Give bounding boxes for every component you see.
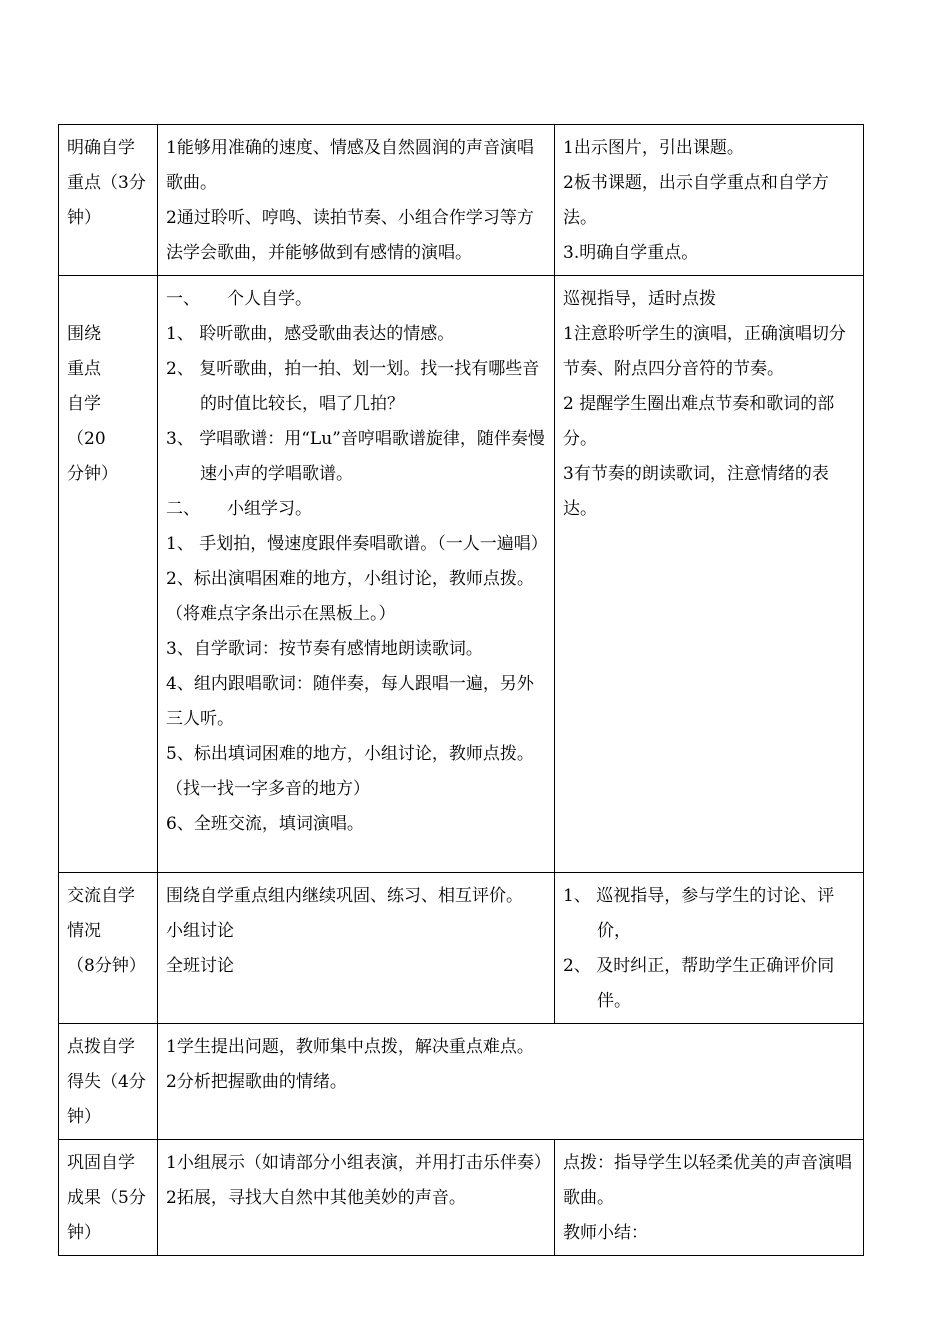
teacher-line: 2 提醒学生圈出难点节奏和歌词的部分。 (563, 394, 835, 449)
content-line: 全班讨论 (166, 956, 234, 976)
teacher-line: 2、 及时纠正，帮助学生正确评价同伴。 (563, 956, 835, 1011)
table-row (59, 1024, 864, 1140)
row-label-line: （8分钟） (67, 956, 146, 976)
teacher-cell (555, 276, 864, 873)
content-line: 1学生提出问题，教师集中点拨，解决重点难点。 (166, 1037, 534, 1057)
row-label-line: 重点（3分 (67, 173, 146, 193)
content-line: 2、标出演唱困难的地方，小组讨论，教师点拨。（将难点字条出示在黑板上。） (166, 569, 534, 624)
content-cell (158, 125, 555, 276)
content-line: 6、全班交流，填词演唱。 (166, 814, 364, 834)
teacher-line: 1注意聆听学生的演唱，正确演唱切分节奏、附点四分音符的节奏。 (563, 324, 846, 379)
content-line: 2拓展，寻找大自然中其他美妙的声音。 (166, 1188, 466, 1208)
table-row (59, 1140, 864, 1256)
content-cell (158, 276, 555, 873)
row-label-line: 围绕 (67, 324, 101, 344)
content-line: 3、自学歌词：按节奏有感情地朗读歌词。 (166, 639, 483, 659)
row-label-line: 明确自学 (67, 138, 135, 158)
row-label-line: 钟） (67, 208, 101, 228)
content-cell (158, 873, 555, 1024)
row-label-line: 自学 (67, 394, 101, 414)
teacher-line: 巡视指导，适时点拨 (563, 289, 716, 309)
teacher-cell (555, 125, 864, 276)
row-label-cell (59, 1140, 158, 1256)
content-line: 2通过聆听、哼鸣、读拍节奏、小组合作学习等方法学会歌曲，并能够做到有感情的演唱。 (166, 208, 534, 263)
row-label-cell (59, 873, 158, 1024)
content-cell (158, 1024, 864, 1140)
row-label-line: 分钟） (67, 464, 118, 484)
teacher-line: 2板书课题，出示自学重点和自学方法。 (563, 173, 829, 228)
table-row (59, 125, 864, 276)
row-label-line: 成果（5分 (67, 1188, 146, 1208)
content-line: 1、 手划拍，慢速度跟伴奏唱歌谱。（一人一遍唱） (166, 534, 548, 554)
content-line: 1小组展示（如请部分小组表演，并用打击乐伴奏） (166, 1153, 551, 1173)
content-line: 二、 小组学习。 (166, 499, 313, 519)
teacher-cell (555, 873, 864, 1024)
content-line: 5、标出填词困难的地方，小组讨论，教师点拨。（找一找一字多音的地方） (166, 744, 534, 799)
teacher-line: 3有节奏的朗读歌词，注意情绪的表达。 (563, 464, 829, 519)
content-line: 1能够用准确的速度、情感及自然圆润的声音演唱歌曲。 (166, 138, 534, 193)
content-line: 小组讨论 (166, 921, 234, 941)
row-label-cell (59, 125, 158, 276)
content-line: 2、 复听歌曲，拍一拍、划一划。找一找有哪些音的时值比较长，唱了几拍？ (166, 359, 540, 414)
content-line: 3、 学唱歌谱：用“Lu”音哼唱歌谱旋律，随伴奏慢速小声的学唱歌谱。 (166, 429, 545, 484)
content-line: 4、组内跟唱歌词：随伴奏，每人跟唱一遍，另外三人听。 (166, 674, 534, 729)
row-label-line: 点拨自学 (67, 1037, 135, 1057)
row-label-line: 重点 (67, 359, 101, 379)
row-label-line: 交流自学 (67, 886, 135, 906)
content-line: 围绕自学重点组内继续巩固、练习、相互评价。 (166, 886, 523, 906)
table-row (59, 873, 864, 1024)
row-label-line: 钟） (67, 1223, 101, 1243)
row-label-line: 情况 (67, 921, 101, 941)
teacher-line: 点拨：指导学生以轻柔优美的声音演唱歌曲。 (563, 1153, 852, 1208)
content-line: 一、 个人自学。 (166, 289, 313, 309)
row-label-cell (59, 1024, 158, 1140)
content-line: 1、 聆听歌曲，感受歌曲表达的情感。 (166, 324, 455, 344)
teacher-cell (555, 1140, 864, 1256)
content-cell (158, 1140, 555, 1256)
teacher-line: 教师小结： (563, 1223, 648, 1243)
row-label-line: 得失（4分 (67, 1072, 146, 1092)
teacher-line: 3.明确自学重点。 (563, 243, 699, 263)
teacher-line: 1、 巡视指导，参与学生的讨论、评价， (563, 886, 835, 941)
table-row (59, 276, 864, 873)
row-label-line: 巩固自学 (67, 1153, 135, 1173)
teacher-line: 1出示图片，引出课题。 (563, 138, 744, 158)
row-label-line: （20 (67, 429, 106, 449)
content-line: 2分析把握歌曲的情绪。 (166, 1072, 347, 1092)
row-label-cell (59, 276, 158, 873)
row-label-line: 钟） (67, 1107, 101, 1127)
lesson-plan-table (58, 124, 864, 1256)
